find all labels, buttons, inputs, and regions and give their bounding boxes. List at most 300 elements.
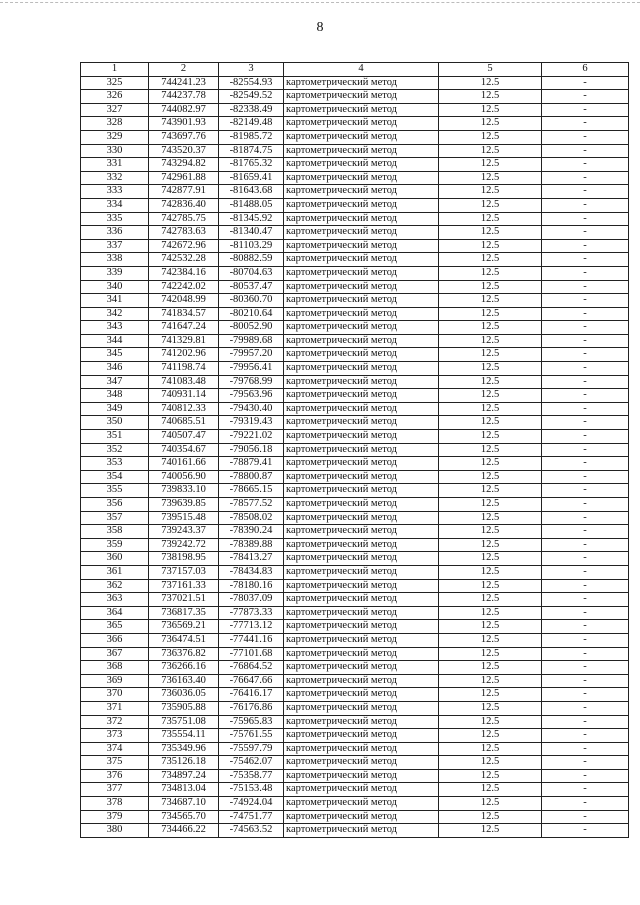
table-row xyxy=(81,674,629,688)
x-coordinate-cell: 741834.57 xyxy=(149,307,219,321)
method-cell: картометрический метод xyxy=(284,661,439,675)
x-coordinate-cell: 736474.51 xyxy=(149,633,219,647)
point-number-cell: 334 xyxy=(81,198,149,212)
method-cell: картометрический метод xyxy=(284,647,439,661)
x-coordinate-cell: 742532.28 xyxy=(149,253,219,267)
accuracy-cell: 12.5 xyxy=(439,579,542,593)
table-row xyxy=(81,103,629,117)
table-row xyxy=(81,294,629,308)
note-cell: - xyxy=(542,226,629,240)
y-coordinate-cell: -75358.77 xyxy=(219,769,284,783)
y-coordinate-cell: -81345.92 xyxy=(219,212,284,226)
note-cell: - xyxy=(542,158,629,172)
accuracy-cell: 12.5 xyxy=(439,226,542,240)
x-coordinate-cell: 742672.96 xyxy=(149,239,219,253)
x-coordinate-cell: 735751.08 xyxy=(149,715,219,729)
note-cell: - xyxy=(542,647,629,661)
note-cell: - xyxy=(542,185,629,199)
x-coordinate-cell: 742961.88 xyxy=(149,171,219,185)
table-body xyxy=(81,76,629,837)
table-row xyxy=(81,593,629,607)
table-row xyxy=(81,538,629,552)
method-cell: картометрический метод xyxy=(284,130,439,144)
table-row xyxy=(81,579,629,593)
note-cell: - xyxy=(542,579,629,593)
column-header-2: 2 xyxy=(149,63,219,77)
point-number-cell: 341 xyxy=(81,294,149,308)
y-coordinate-cell: -76647.66 xyxy=(219,674,284,688)
y-coordinate-cell: -81103.29 xyxy=(219,239,284,253)
x-coordinate-cell: 737021.51 xyxy=(149,593,219,607)
table-row xyxy=(81,525,629,539)
y-coordinate-cell: -75761.55 xyxy=(219,729,284,743)
accuracy-cell: 12.5 xyxy=(439,797,542,811)
accuracy-cell: 12.5 xyxy=(439,185,542,199)
point-number-cell: 331 xyxy=(81,158,149,172)
method-cell: картометрический метод xyxy=(284,769,439,783)
accuracy-cell: 12.5 xyxy=(439,701,542,715)
point-number-cell: 380 xyxy=(81,824,149,838)
accuracy-cell: 12.5 xyxy=(439,307,542,321)
column-header-1: 1 xyxy=(81,63,149,77)
note-cell: - xyxy=(542,688,629,702)
y-coordinate-cell: -79957.20 xyxy=(219,348,284,362)
x-coordinate-cell: 734687.10 xyxy=(149,797,219,811)
y-coordinate-cell: -79989.68 xyxy=(219,334,284,348)
y-coordinate-cell: -81765.32 xyxy=(219,158,284,172)
y-coordinate-cell: -80052.90 xyxy=(219,321,284,335)
y-coordinate-cell: -80882.59 xyxy=(219,253,284,267)
table-row xyxy=(81,443,629,457)
note-cell: - xyxy=(542,334,629,348)
point-number-cell: 346 xyxy=(81,362,149,376)
table-row xyxy=(81,729,629,743)
method-cell: картометрический метод xyxy=(284,674,439,688)
note-cell: - xyxy=(542,430,629,444)
header-row xyxy=(81,63,629,77)
x-coordinate-cell: 735126.18 xyxy=(149,756,219,770)
table-row xyxy=(81,185,629,199)
x-coordinate-cell: 734565.70 xyxy=(149,810,219,824)
method-cell: картометрический метод xyxy=(284,565,439,579)
method-cell: картометрический метод xyxy=(284,783,439,797)
point-number-cell: 356 xyxy=(81,498,149,512)
table-row xyxy=(81,375,629,389)
x-coordinate-cell: 743697.76 xyxy=(149,130,219,144)
accuracy-cell: 12.5 xyxy=(439,76,542,90)
method-cell: картометрический метод xyxy=(284,226,439,240)
x-coordinate-cell: 744241.23 xyxy=(149,76,219,90)
note-cell: - xyxy=(542,661,629,675)
table-row xyxy=(81,606,629,620)
x-coordinate-cell: 743294.82 xyxy=(149,158,219,172)
x-coordinate-cell: 737161.33 xyxy=(149,579,219,593)
method-cell: картометрический метод xyxy=(284,443,439,457)
x-coordinate-cell: 739639.85 xyxy=(149,498,219,512)
point-number-cell: 357 xyxy=(81,511,149,525)
accuracy-cell: 12.5 xyxy=(439,661,542,675)
x-coordinate-cell: 734897.24 xyxy=(149,769,219,783)
y-coordinate-cell: -81659.41 xyxy=(219,171,284,185)
note-cell: - xyxy=(542,402,629,416)
accuracy-cell: 12.5 xyxy=(439,715,542,729)
accuracy-cell: 12.5 xyxy=(439,130,542,144)
method-cell: картометрический метод xyxy=(284,552,439,566)
accuracy-cell: 12.5 xyxy=(439,457,542,471)
x-coordinate-cell: 741647.24 xyxy=(149,321,219,335)
accuracy-cell: 12.5 xyxy=(439,253,542,267)
note-cell: - xyxy=(542,606,629,620)
y-coordinate-cell: -74751.77 xyxy=(219,810,284,824)
y-coordinate-cell: -82549.52 xyxy=(219,90,284,104)
x-coordinate-cell: 740931.14 xyxy=(149,389,219,403)
table-row xyxy=(81,334,629,348)
point-number-cell: 359 xyxy=(81,538,149,552)
accuracy-cell: 12.5 xyxy=(439,334,542,348)
note-cell: - xyxy=(542,810,629,824)
x-coordinate-cell: 742048.99 xyxy=(149,294,219,308)
point-number-cell: 365 xyxy=(81,620,149,634)
method-cell: картометрический метод xyxy=(284,538,439,552)
accuracy-cell: 12.5 xyxy=(439,402,542,416)
accuracy-cell: 12.5 xyxy=(439,443,542,457)
y-coordinate-cell: -82149.48 xyxy=(219,117,284,131)
y-coordinate-cell: -76864.52 xyxy=(219,661,284,675)
y-coordinate-cell: -75965.83 xyxy=(219,715,284,729)
y-coordinate-cell: -79319.43 xyxy=(219,416,284,430)
table-row xyxy=(81,321,629,335)
point-number-cell: 369 xyxy=(81,674,149,688)
method-cell: картометрический метод xyxy=(284,389,439,403)
method-cell: картометрический метод xyxy=(284,498,439,512)
method-cell: картометрический метод xyxy=(284,212,439,226)
x-coordinate-cell: 738198.95 xyxy=(149,552,219,566)
y-coordinate-cell: -79563.96 xyxy=(219,389,284,403)
accuracy-cell: 12.5 xyxy=(439,212,542,226)
y-coordinate-cell: -81985.72 xyxy=(219,130,284,144)
point-number-cell: 332 xyxy=(81,171,149,185)
method-cell: картометрический метод xyxy=(284,742,439,756)
note-cell: - xyxy=(542,294,629,308)
y-coordinate-cell: -77873.33 xyxy=(219,606,284,620)
accuracy-cell: 12.5 xyxy=(439,375,542,389)
method-cell: картометрический метод xyxy=(284,701,439,715)
table-row xyxy=(81,158,629,172)
y-coordinate-cell: -82338.49 xyxy=(219,103,284,117)
accuracy-cell: 12.5 xyxy=(439,688,542,702)
y-coordinate-cell: -78389.88 xyxy=(219,538,284,552)
x-coordinate-cell: 740507.47 xyxy=(149,430,219,444)
method-cell: картометрический метод xyxy=(284,470,439,484)
note-cell: - xyxy=(542,375,629,389)
point-number-cell: 349 xyxy=(81,402,149,416)
y-coordinate-cell: -74563.52 xyxy=(219,824,284,838)
note-cell: - xyxy=(542,198,629,212)
accuracy-cell: 12.5 xyxy=(439,606,542,620)
x-coordinate-cell: 742785.75 xyxy=(149,212,219,226)
y-coordinate-cell: -78577.52 xyxy=(219,498,284,512)
y-coordinate-cell: -78037.09 xyxy=(219,593,284,607)
table-row xyxy=(81,769,629,783)
note-cell: - xyxy=(542,144,629,158)
table-row xyxy=(81,701,629,715)
table-row xyxy=(81,144,629,158)
note-cell: - xyxy=(542,457,629,471)
y-coordinate-cell: -74924.04 xyxy=(219,797,284,811)
accuracy-cell: 12.5 xyxy=(439,362,542,376)
method-cell: картометрический метод xyxy=(284,198,439,212)
table-row xyxy=(81,797,629,811)
point-number-cell: 328 xyxy=(81,117,149,131)
y-coordinate-cell: -81488.05 xyxy=(219,198,284,212)
table-header xyxy=(81,63,629,77)
note-cell: - xyxy=(542,266,629,280)
note-cell: - xyxy=(542,362,629,376)
note-cell: - xyxy=(542,511,629,525)
table-row xyxy=(81,620,629,634)
x-coordinate-cell: 735554.11 xyxy=(149,729,219,743)
accuracy-cell: 12.5 xyxy=(439,498,542,512)
point-number-cell: 366 xyxy=(81,633,149,647)
method-cell: картометрический метод xyxy=(284,266,439,280)
y-coordinate-cell: -79056.18 xyxy=(219,443,284,457)
note-cell: - xyxy=(542,498,629,512)
accuracy-cell: 12.5 xyxy=(439,348,542,362)
table-row xyxy=(81,348,629,362)
accuracy-cell: 12.5 xyxy=(439,430,542,444)
table-row xyxy=(81,742,629,756)
y-coordinate-cell: -80210.64 xyxy=(219,307,284,321)
note-cell: - xyxy=(542,484,629,498)
table-row xyxy=(81,511,629,525)
point-number-cell: 327 xyxy=(81,103,149,117)
method-cell: картометрический метод xyxy=(284,253,439,267)
y-coordinate-cell: -82554.93 xyxy=(219,76,284,90)
x-coordinate-cell: 736163.40 xyxy=(149,674,219,688)
point-number-cell: 343 xyxy=(81,321,149,335)
point-number-cell: 377 xyxy=(81,783,149,797)
table-row xyxy=(81,457,629,471)
method-cell: картометрический метод xyxy=(284,76,439,90)
x-coordinate-cell: 736817.35 xyxy=(149,606,219,620)
table-row xyxy=(81,239,629,253)
method-cell: картометрический метод xyxy=(284,633,439,647)
note-cell: - xyxy=(542,593,629,607)
y-coordinate-cell: -78390.24 xyxy=(219,525,284,539)
table-row xyxy=(81,253,629,267)
point-number-cell: 336 xyxy=(81,226,149,240)
point-number-cell: 368 xyxy=(81,661,149,675)
point-number-cell: 338 xyxy=(81,253,149,267)
x-coordinate-cell: 742384.16 xyxy=(149,266,219,280)
table-row xyxy=(81,266,629,280)
y-coordinate-cell: -75462.07 xyxy=(219,756,284,770)
method-cell: картометрический метод xyxy=(284,593,439,607)
column-header-5: 5 xyxy=(439,63,542,77)
note-cell: - xyxy=(542,348,629,362)
y-coordinate-cell: -78180.16 xyxy=(219,579,284,593)
x-coordinate-cell: 736569.21 xyxy=(149,620,219,634)
table-row xyxy=(81,565,629,579)
accuracy-cell: 12.5 xyxy=(439,117,542,131)
table-row xyxy=(81,389,629,403)
method-cell: картометрический метод xyxy=(284,430,439,444)
x-coordinate-cell: 742836.40 xyxy=(149,198,219,212)
accuracy-cell: 12.5 xyxy=(439,756,542,770)
accuracy-cell: 12.5 xyxy=(439,416,542,430)
x-coordinate-cell: 734813.04 xyxy=(149,783,219,797)
table-row xyxy=(81,362,629,376)
note-cell: - xyxy=(542,525,629,539)
accuracy-cell: 12.5 xyxy=(439,484,542,498)
point-number-cell: 378 xyxy=(81,797,149,811)
point-number-cell: 354 xyxy=(81,470,149,484)
accuracy-cell: 12.5 xyxy=(439,103,542,117)
method-cell: картометрический метод xyxy=(284,185,439,199)
note-cell: - xyxy=(542,538,629,552)
note-cell: - xyxy=(542,769,629,783)
table-row xyxy=(81,824,629,838)
method-cell: картометрический метод xyxy=(284,756,439,770)
method-cell: картометрический метод xyxy=(284,824,439,838)
accuracy-cell: 12.5 xyxy=(439,239,542,253)
point-number-cell: 335 xyxy=(81,212,149,226)
accuracy-cell: 12.5 xyxy=(439,538,542,552)
x-coordinate-cell: 740161.66 xyxy=(149,457,219,471)
accuracy-cell: 12.5 xyxy=(439,158,542,172)
accuracy-cell: 12.5 xyxy=(439,824,542,838)
y-coordinate-cell: -75597.79 xyxy=(219,742,284,756)
table-row xyxy=(81,416,629,430)
column-header-3: 3 xyxy=(219,63,284,77)
y-coordinate-cell: -78413.27 xyxy=(219,552,284,566)
x-coordinate-cell: 735905.88 xyxy=(149,701,219,715)
method-cell: картометрический метод xyxy=(284,606,439,620)
table-row xyxy=(81,498,629,512)
note-cell: - xyxy=(542,280,629,294)
note-cell: - xyxy=(542,729,629,743)
accuracy-cell: 12.5 xyxy=(439,620,542,634)
table-row xyxy=(81,484,629,498)
note-cell: - xyxy=(542,620,629,634)
x-coordinate-cell: 743520.37 xyxy=(149,144,219,158)
note-cell: - xyxy=(542,443,629,457)
point-number-cell: 351 xyxy=(81,430,149,444)
accuracy-cell: 12.5 xyxy=(439,294,542,308)
method-cell: картометрический метод xyxy=(284,511,439,525)
x-coordinate-cell: 741329.81 xyxy=(149,334,219,348)
accuracy-cell: 12.5 xyxy=(439,647,542,661)
x-coordinate-cell: 741198.74 xyxy=(149,362,219,376)
point-number-cell: 362 xyxy=(81,579,149,593)
column-header-4: 4 xyxy=(284,63,439,77)
note-cell: - xyxy=(542,103,629,117)
y-coordinate-cell: -78434.83 xyxy=(219,565,284,579)
note-cell: - xyxy=(542,76,629,90)
x-coordinate-cell: 736036.05 xyxy=(149,688,219,702)
y-coordinate-cell: -78665.15 xyxy=(219,484,284,498)
point-number-cell: 342 xyxy=(81,307,149,321)
x-coordinate-cell: 739515.48 xyxy=(149,511,219,525)
point-number-cell: 344 xyxy=(81,334,149,348)
table-row xyxy=(81,280,629,294)
point-number-cell: 337 xyxy=(81,239,149,253)
y-coordinate-cell: -77713.12 xyxy=(219,620,284,634)
x-coordinate-cell: 743901.93 xyxy=(149,117,219,131)
x-coordinate-cell: 742242.02 xyxy=(149,280,219,294)
accuracy-cell: 12.5 xyxy=(439,144,542,158)
y-coordinate-cell: -79430.40 xyxy=(219,402,284,416)
accuracy-cell: 12.5 xyxy=(439,593,542,607)
note-cell: - xyxy=(542,674,629,688)
point-number-cell: 352 xyxy=(81,443,149,457)
note-cell: - xyxy=(542,253,629,267)
point-number-cell: 361 xyxy=(81,565,149,579)
method-cell: картометрический метод xyxy=(284,688,439,702)
top-border-line xyxy=(0,2,640,3)
point-number-cell: 367 xyxy=(81,647,149,661)
method-cell: картометрический метод xyxy=(284,715,439,729)
table-row xyxy=(81,552,629,566)
point-number-cell: 345 xyxy=(81,348,149,362)
note-cell: - xyxy=(542,212,629,226)
point-number-cell: 333 xyxy=(81,185,149,199)
table-row xyxy=(81,198,629,212)
note-cell: - xyxy=(542,756,629,770)
x-coordinate-cell: 734466.22 xyxy=(149,824,219,838)
table-row xyxy=(81,783,629,797)
note-cell: - xyxy=(542,552,629,566)
method-cell: картометрический метод xyxy=(284,90,439,104)
point-number-cell: 375 xyxy=(81,756,149,770)
table-row xyxy=(81,90,629,104)
table-row xyxy=(81,688,629,702)
method-cell: картометрический метод xyxy=(284,348,439,362)
accuracy-cell: 12.5 xyxy=(439,729,542,743)
accuracy-cell: 12.5 xyxy=(439,674,542,688)
point-number-cell: 347 xyxy=(81,375,149,389)
point-number-cell: 350 xyxy=(81,416,149,430)
x-coordinate-cell: 741202.96 xyxy=(149,348,219,362)
point-number-cell: 373 xyxy=(81,729,149,743)
method-cell: картометрический метод xyxy=(284,797,439,811)
note-cell: - xyxy=(542,565,629,579)
accuracy-cell: 12.5 xyxy=(439,810,542,824)
x-coordinate-cell: 742877.91 xyxy=(149,185,219,199)
point-number-cell: 376 xyxy=(81,769,149,783)
point-number-cell: 326 xyxy=(81,90,149,104)
table-row xyxy=(81,470,629,484)
accuracy-cell: 12.5 xyxy=(439,90,542,104)
method-cell: картометрический метод xyxy=(284,416,439,430)
table-row xyxy=(81,307,629,321)
x-coordinate-cell: 740685.51 xyxy=(149,416,219,430)
method-cell: картометрический метод xyxy=(284,307,439,321)
y-coordinate-cell: -78879.41 xyxy=(219,457,284,471)
table-row xyxy=(81,117,629,131)
note-cell: - xyxy=(542,239,629,253)
point-number-cell: 355 xyxy=(81,484,149,498)
method-cell: картометрический метод xyxy=(284,402,439,416)
method-cell: картометрический метод xyxy=(284,362,439,376)
x-coordinate-cell: 744082.97 xyxy=(149,103,219,117)
x-coordinate-cell: 737157.03 xyxy=(149,565,219,579)
accuracy-cell: 12.5 xyxy=(439,266,542,280)
table-row xyxy=(81,715,629,729)
method-cell: картометрический метод xyxy=(284,375,439,389)
x-coordinate-cell: 742783.63 xyxy=(149,226,219,240)
accuracy-cell: 12.5 xyxy=(439,525,542,539)
